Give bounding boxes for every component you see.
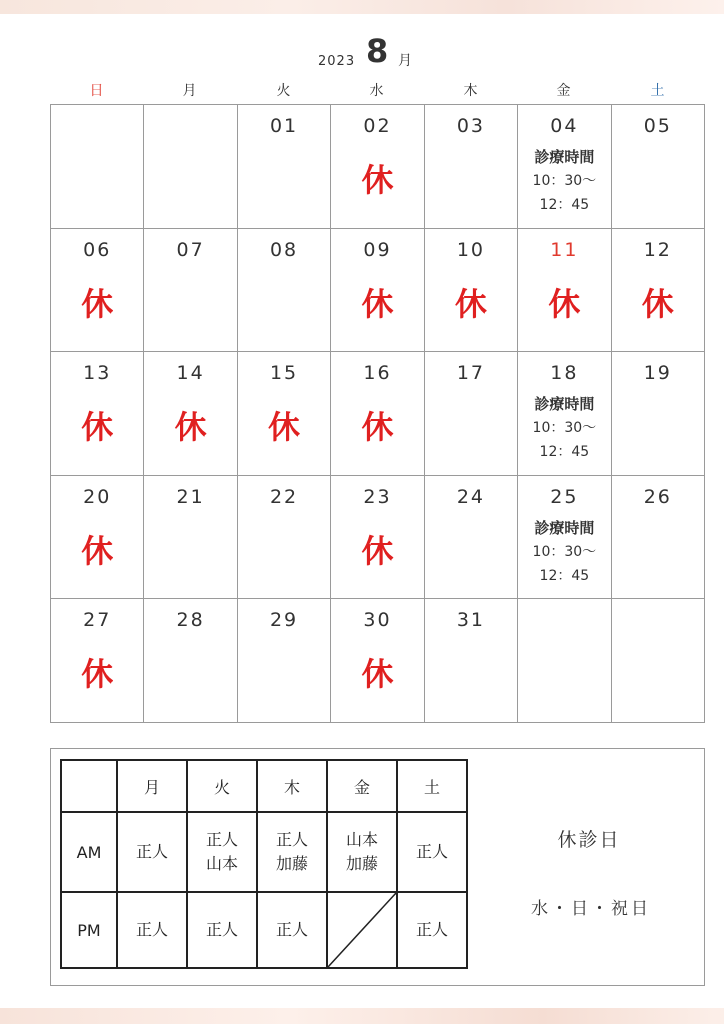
calendar-day-cell [144, 352, 237, 476]
day-number: 14 [176, 362, 205, 385]
calendar-day-cell [144, 229, 237, 353]
info-panel [50, 748, 705, 986]
calendar-day-cell [51, 105, 144, 229]
calendar-day-cell [51, 476, 144, 600]
doctor-name: 山本 [345, 830, 378, 849]
day-number: 26 [643, 485, 672, 508]
day-number: 15 [269, 362, 299, 385]
weekday-thu: 木 [463, 83, 478, 99]
calendar-day-cell [518, 229, 611, 353]
doctor-name: 加藤 [345, 854, 378, 873]
clinic-hours-time: 10：30～ [532, 543, 597, 560]
closed-days-list: 水・日・祝日 [531, 899, 651, 919]
calendar-header [0, 32, 724, 72]
closed-mark: 休 [454, 284, 487, 323]
day-number: 22 [269, 485, 299, 508]
day-number: 23 [363, 485, 392, 508]
schedule-col-tue: 火 [187, 760, 257, 812]
calendar-day-cell [518, 599, 611, 723]
calendar-day-cell [331, 229, 424, 353]
day-number: 07 [176, 238, 205, 261]
schedule-col-fri: 金 [327, 760, 397, 812]
day-number: 06 [83, 238, 112, 261]
calendar-day-cell [612, 229, 705, 353]
pm-label: PM [61, 892, 117, 968]
calendar-day-cell [144, 105, 237, 229]
doctor-name: 正人 [205, 920, 238, 939]
top-decor-strip [0, 0, 724, 14]
day-number: 28 [176, 609, 205, 632]
schedule-col-thu: 木 [257, 760, 327, 812]
schedule-pm-slot [397, 892, 467, 968]
schedule-col-mon: 月 [117, 760, 187, 812]
closed-mark: 休 [361, 408, 394, 447]
calendar-day-cell [518, 352, 611, 476]
doctor-name: 正人 [205, 830, 238, 849]
calendar-day-cell [425, 476, 518, 600]
day-number: 02 [363, 115, 392, 137]
day-number: 09 [363, 238, 392, 261]
clinic-hours-label: 診療時間 [534, 395, 595, 414]
day-number: 24 [456, 485, 486, 508]
calendar-day-cell [518, 476, 611, 600]
calendar-day-cell [331, 352, 424, 476]
clinic-hours [518, 145, 610, 217]
closed-mark: 休 [81, 531, 114, 570]
calendar-grid [50, 104, 705, 723]
calendar-day-cell [612, 105, 705, 229]
day-number: 27 [83, 609, 112, 632]
month-number: 8 [366, 32, 389, 70]
closed-mark: 休 [361, 655, 394, 694]
calendar-day-cell [51, 229, 144, 353]
closed-mark: 休 [268, 408, 301, 447]
schedule-pm-slot [117, 892, 187, 968]
day-number: 01 [269, 115, 299, 137]
schedule-pm-slot [257, 892, 327, 968]
schedule-am-slot [397, 812, 467, 892]
schedule-corner [61, 760, 117, 812]
calendar-day-cell [518, 105, 611, 229]
schedule-am-slot [257, 812, 327, 892]
diagonal-line-icon [328, 893, 396, 967]
closed-days-title: 休診日 [557, 829, 621, 851]
day-number: 19 [643, 362, 672, 385]
calendar-day-cell [612, 599, 705, 723]
weekday-mon: 月 [182, 83, 197, 99]
calendar-day-cell [425, 352, 518, 476]
clinic-hours [518, 392, 610, 464]
doctor-name: 山本 [205, 854, 238, 873]
weekday-sat: 土 [650, 83, 665, 99]
doctor-name: 加藤 [275, 854, 308, 873]
calendar-day-cell [238, 229, 331, 353]
calendar-day-cell [612, 352, 705, 476]
year-label: 2023 [318, 54, 356, 69]
clinic-hours-label: 診療時間 [534, 518, 595, 537]
schedule-pm-slot [187, 892, 257, 968]
calendar-day-cell [238, 599, 331, 723]
calendar-day-cell [425, 229, 518, 353]
calendar-day-cell [144, 599, 237, 723]
schedule-am-slot [187, 812, 257, 892]
weekday-tue: 火 [276, 83, 291, 99]
calendar-day-cell [331, 476, 424, 600]
closed-mark: 休 [548, 284, 581, 323]
day-number: 04 [550, 115, 579, 137]
calendar-day-cell [425, 599, 518, 723]
calendar-day-cell [51, 352, 144, 476]
schedule-am-slot [327, 812, 397, 892]
calendar-day-cell [238, 352, 331, 476]
weekday-fri: 金 [556, 83, 571, 99]
closed-mark: 休 [361, 284, 394, 323]
weekday-sun: 日 [89, 83, 104, 99]
closed-mark: 休 [641, 284, 674, 323]
clinic-hours-label: 診療時間 [534, 148, 595, 166]
day-number: 20 [83, 485, 112, 508]
doctor-name: 正人 [275, 830, 308, 849]
schedule-table [60, 759, 468, 969]
calendar-day-cell [51, 599, 144, 723]
schedule-empty-slot [327, 892, 397, 968]
doctor-name: 正人 [135, 920, 168, 939]
doctor-name: 正人 [275, 920, 308, 939]
closed-mark: 休 [361, 531, 394, 570]
clinic-hours-time: 12：45 [539, 567, 590, 584]
calendar-day-cell [331, 105, 424, 229]
month-suffix: 月 [398, 53, 412, 69]
day-number: 08 [269, 238, 299, 261]
day-number: 31 [456, 609, 486, 632]
closed-mark: 休 [81, 284, 114, 323]
closed-mark: 休 [81, 408, 114, 447]
schedule-col-sat: 土 [397, 760, 467, 812]
weekday-wed: 水 [369, 83, 384, 99]
day-number: 21 [176, 485, 205, 508]
calendar-day-cell [238, 105, 331, 229]
bottom-decor-strip [0, 1008, 724, 1024]
closed-mark: 休 [174, 408, 207, 447]
calendar-day-cell [425, 105, 518, 229]
doctor-name: 正人 [415, 842, 448, 861]
clinic-hours-time: 10：30～ [532, 420, 597, 437]
calendar-day-cell [238, 476, 331, 600]
doctor-name: 正人 [415, 920, 448, 939]
day-number: 25 [550, 485, 579, 508]
schedule-am-slot [117, 812, 187, 892]
am-label: AM [61, 812, 117, 892]
day-number: 17 [456, 362, 486, 385]
clinic-hours-time: 12：45 [539, 444, 590, 461]
doctor-name: 正人 [135, 842, 168, 861]
closed-mark: 休 [361, 161, 394, 199]
clinic-hours-time: 12：45 [539, 197, 590, 213]
closed-mark: 休 [81, 655, 114, 694]
calendar-day-cell [144, 476, 237, 600]
day-number: 11 [550, 238, 579, 261]
clinic-hours-time: 10：30～ [532, 173, 597, 189]
clinic-hours [518, 516, 610, 588]
day-number: 12 [643, 238, 672, 261]
day-number: 30 [363, 609, 392, 632]
day-number: 29 [269, 609, 299, 632]
day-number: 03 [456, 115, 486, 137]
day-number: 10 [456, 238, 486, 261]
day-number: 16 [363, 362, 392, 385]
calendar-day-cell [612, 476, 705, 600]
calendar-day-cell [331, 599, 424, 723]
day-number: 05 [643, 115, 672, 137]
day-number: 18 [550, 362, 579, 385]
day-number: 13 [83, 362, 112, 385]
